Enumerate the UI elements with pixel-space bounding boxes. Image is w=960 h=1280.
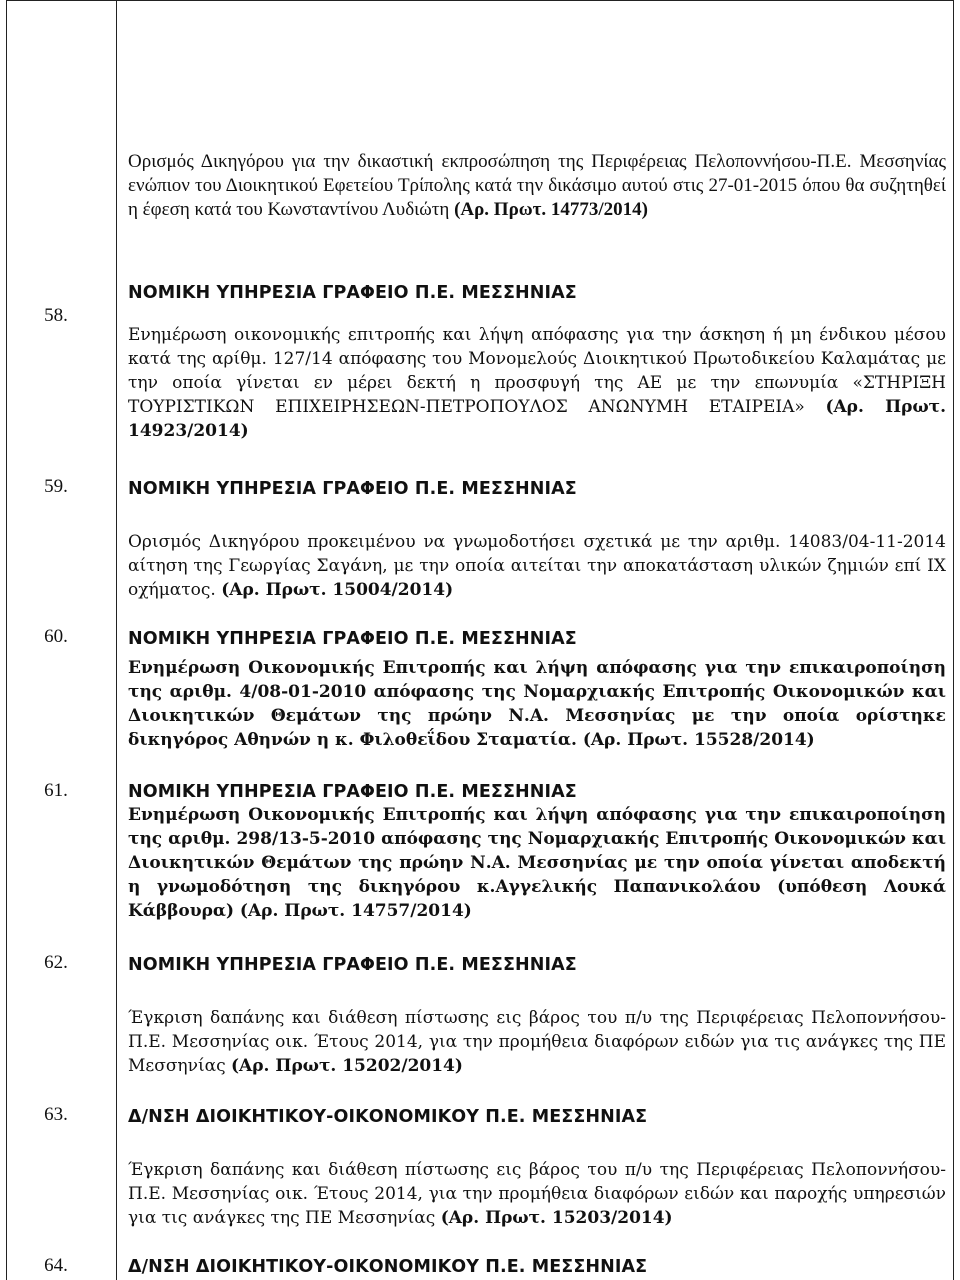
protocol-reference: (Αρ. Πρωτ. 15202/2014) — [231, 1056, 463, 1076]
item-number: 64. — [44, 1255, 68, 1276]
item-number: 63. — [44, 1104, 68, 1125]
item-number: 62. — [44, 952, 68, 973]
table-top-border — [6, 0, 954, 1]
agenda-item-body — [128, 530, 946, 602]
protocol-reference: (Αρ. Πρωτ. 14923/2014) — [128, 397, 946, 441]
agenda-item-body — [128, 1158, 946, 1230]
item-text: Έγκριση δαπάνης και διάθεση πίστωσης εις βάρος του π/υ της Περιφέρειας Πελοποννήσου-Π.Ε. Μεσσηνίας οικ. Έτους 2014, για την προμήθεια διαφόρων ειδών για τις ανάγκες της ΠΕ Μεσσηνίας — [128, 1008, 946, 1076]
protocol-reference: (Αρ. Πρωτ. 15203/2014) — [440, 1208, 673, 1228]
item-text: Ορισμός Δικηγόρου προκειμένου να γνωμοδοτήσει σχετικά με την αριθμ. 14083/04-11-2014 αίτηση της Γεωργίας Σαγάνη, με την οποία αιτείται την αποκατάσταση υλικών ζημιών επί ΙΧ οχήματος. — [128, 532, 946, 600]
item-number: 60. — [44, 626, 68, 647]
item-text: Ενημέρωση οικονομικής επιτροπής και λήψη απόφασης για την άσκηση ή μη ένδικου μέσου κατά της αρίθμ. 127/14 απόφασης του Μονομελούς Διοικητικού Πρωτοδικείου Καλαμάτας με την οποία γίνεται εν μέρει δεκτή η προσφυγή της ΑΕ με την επωνυμία «ΣΤΗΡΙΞΗ ΤΟΥΡΙΣΤΙΚΩΝ ΕΠΙΧΕΙΡΗΣΕΩΝ-ΠΕΤΡΟΠΟΥΛΟΣ ΑΝΩΝΥΜΗ ΕΤΑΙΡΕΙΑ» — [128, 325, 946, 417]
item-heading: ΝΟΜΙΚΗ ΥΠΗΡΕΣΙΑ ΓΡΑΦΕΙΟ Π.Ε. ΜΕΣΣΗΝΙΑΣ — [128, 782, 577, 802]
table-column-divider — [116, 0, 117, 1280]
agenda-item-body: Ενημέρωση Οικονομικής Επιτροπής και λήψη απόφασης για την επικαιροποίηση της αριθμ. 4/08-01-2010 απόφασης της Νομαρχιακής Επιτροπής Οικονομικών και Διοικητικών Θεμάτων της πρώην Ν.Α. Μεσσηνίας με την οποία ορίστηκε δικηγόρος Αθηνών η κ. Φιλοθεΐδου Σταματία. (Αρ. Πρωτ. 15528/2014) — [128, 658, 946, 750]
item-number: 61. — [44, 780, 68, 801]
item-heading: Δ/ΝΣΗ ΔΙΟΙΚΗΤΙΚΟΥ-ΟΙΚΟΝΟΜΙΚΟΥ Π.Ε. ΜΕΣΣΗΝΙΑΣ — [128, 1107, 648, 1127]
item-heading: ΝΟΜΙΚΗ ΥΠΗΡΕΣΙΑ ΓΡΑΦΕΙΟ Π.Ε. ΜΕΣΣΗΝΙΑΣ — [128, 629, 577, 649]
item-heading: Δ/ΝΣΗ ΔΙΟΙΚΗΤΙΚΟΥ-ΟΙΚΟΝΟΜΙΚΟΥ Π.Ε. ΜΕΣΣΗΝΙΑΣ — [128, 1257, 648, 1277]
item-text: Έγκριση δαπάνης και διάθεση πίστωσης εις βάρος του π/υ της Περιφέρειας Πελοποννήσου-Π.Ε. Μεσσηνίας οικ. Έτους 2014, για την προμήθεια διαφόρων ειδών και παροχής υπηρεσιών για τις ανάγκες της ΠΕ Μεσσηνίας — [128, 1160, 946, 1228]
agenda-item-body: Ενημέρωση Οικονομικής Επιτροπής και λήψη απόφασης για την επικαιροποίηση της αριθμ. 298/13-5-2010 απόφασης της Νομαρχιακής Επιτροπής Οικονομικών και Διοικητικών Θεμάτων της πρώην Ν.Α. Μεσσηνίας με την οποία γίνεται αποδεκτή η γνωμοδότηση της δικηγόρου κ.Αγγελικής Παπανικολάου (υπόθεση Λουκά Κάββουρα) (Αρ. Πρωτ. 14757/2014) — [128, 805, 946, 921]
protocol-reference: (Αρ. Πρωτ. 14773/2014) — [454, 199, 649, 220]
table-right-border — [953, 0, 954, 1280]
item-text: Ορισμός Δικηγόρου για την δικαστική εκπροσώπηση της Περιφέρειας Πελοποννήσου-Π.Ε. Μεσσηνίας ενώπιον του Διοικητικού Εφετείου Τρίπολης κατά την δικάσιμο αυτού στις 27-01-2015 όπου θα συζητηθεί η έφεση κατά του Κωνσταντίνου Λυδιώτη — [128, 151, 946, 220]
agenda-item-body — [128, 323, 946, 443]
agenda-item-body — [128, 150, 946, 222]
item-number: 58. — [44, 305, 68, 326]
item-heading: ΝΟΜΙΚΗ ΥΠΗΡΕΣΙΑ ΓΡΑΦΕΙΟ Π.Ε. ΜΕΣΣΗΝΙΑΣ — [128, 283, 577, 303]
protocol-reference: (Αρ. Πρωτ. 15004/2014) — [221, 580, 454, 600]
item-number: 59. — [44, 476, 68, 497]
item-heading: ΝΟΜΙΚΗ ΥΠΗΡΕΣΙΑ ΓΡΑΦΕΙΟ Π.Ε. ΜΕΣΣΗΝΙΑΣ — [128, 479, 577, 499]
agenda-item-body — [128, 1006, 946, 1078]
item-heading: ΝΟΜΙΚΗ ΥΠΗΡΕΣΙΑ ΓΡΑΦΕΙΟ Π.Ε. ΜΕΣΣΗΝΙΑΣ — [128, 955, 577, 975]
